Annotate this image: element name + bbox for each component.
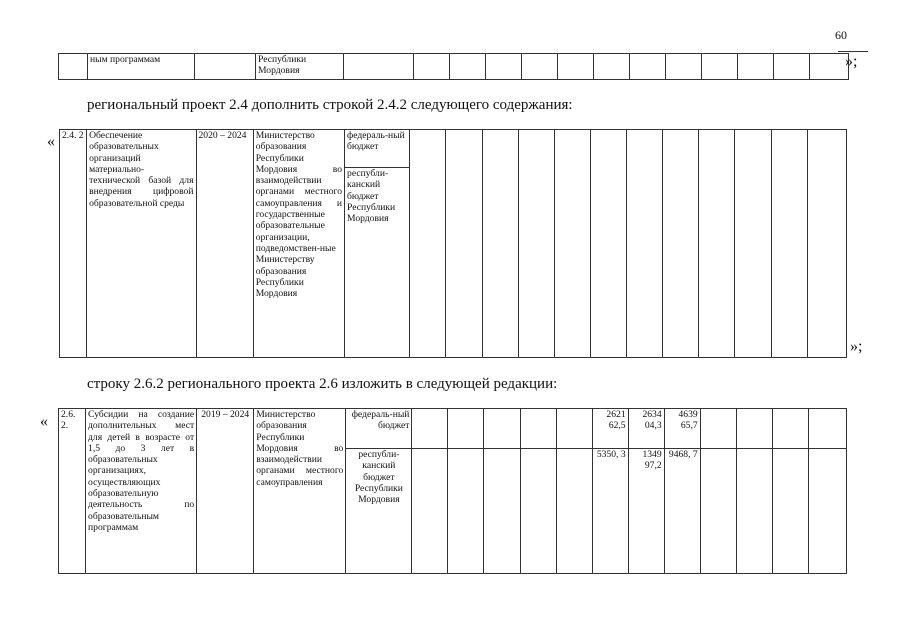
close-quote-top: »; [845, 53, 858, 70]
page-number: 60 [835, 28, 847, 42]
row-executor: Министерство образования Республики Мордовия во взаимодействии органами местного самоуправления и государственные образовательные организации, подведомствен-ные Министерству образования Республики Мордовия [253, 130, 344, 358]
row-years: 2020 – 2024 [196, 130, 253, 358]
row-name: Субсидии на создание дополнительных мест для детей в возрасте от 1,5 до 3 лет в образовательных организациях, осуществляющих образовательную деятельность по образовательным программам [86, 409, 197, 574]
open-quote-1: « [47, 133, 55, 150]
row-number: 2.4. 2 [60, 130, 87, 358]
republic-value-3: 9468, 7 [664, 449, 700, 574]
republic-value-2: 1349 97,2 [628, 449, 664, 574]
source-federal: федераль-ный бюджет [345, 130, 410, 168]
header-rule [838, 51, 868, 52]
close-quote-1: »; [850, 338, 863, 355]
row-executor: Министерство образования Республики Мордовия во взаимодействии органами местного самоуправления [254, 409, 346, 574]
row-table-2-6-2 [58, 408, 847, 574]
open-quote-2: « [40, 413, 48, 430]
federal-value-2: 2634 04,3 [628, 409, 664, 449]
row-table-2-4-2 [59, 129, 847, 358]
row-years: 2019 – 2024 [197, 409, 254, 574]
row-name: Обеспечение образовательных организаций материально-технической базой для внедрения цифровой образовательной среды [87, 130, 196, 358]
top-table [58, 53, 849, 80]
source-republic: республи-канский бюджет Республики Мордовия [346, 449, 412, 574]
paragraph-add-row: региональный проект 2.4 дополнить строкой 2.4.2 следующего содержания: [87, 97, 573, 113]
source-federal: федераль-ный бюджет [346, 409, 412, 449]
cell-years [195, 54, 256, 80]
source-republic: республи-канский бюджет Республики Мордовия [345, 168, 410, 358]
cell-executor: Республики Мордовия [256, 54, 344, 80]
paragraph-replace-row: строку 2.6.2 регионального проекта 2.6 изложить в следующей редакции: [87, 376, 558, 392]
federal-value-1: 2621 62,5 [592, 409, 628, 449]
cell-name: ным программам [88, 54, 195, 80]
row-number: 2.6. 2. [59, 409, 86, 574]
cell-num [59, 54, 88, 80]
republic-value-1: 5350, 3 [592, 449, 628, 574]
federal-value-3: 4639 65,7 [664, 409, 700, 449]
